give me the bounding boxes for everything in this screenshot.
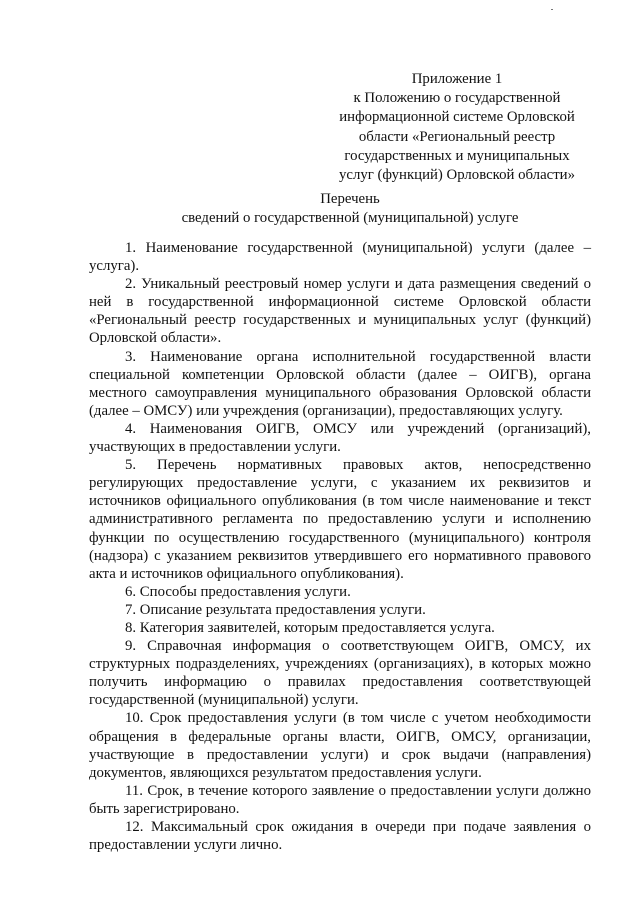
list-item: 11. Срок, в течение которого заявление о предоставлении услуги должно быть зарегистрировано. <box>89 782 591 817</box>
document-title <box>60 190 640 228</box>
list-item: 7. Описание результата предоставления услуги. <box>125 601 426 618</box>
list-item: 2. Уникальный реестровый номер услуги и дата размещения сведений о ней в государственной информационной системе Орловской области «Региональный реестр государственных и муниципальных услуг (функций) Орловской области». <box>89 276 591 347</box>
appendix-line: области «Региональный реестр <box>358 128 556 145</box>
appendix-line: к Положению о государственной <box>353 90 561 107</box>
list-item: 5. Перечень нормативных правовых актов, непосредственно регулирующих предоставление услуги, с указанием их реквизитов и источников официального опубликования (в том числе наименование и текст административного регламента по предоставлению услуги и исполнению функции по осуществлению государственного (муниципального) контроля (надзора) с указанием реквизитов утвердившего его нормативного правового акта и источников официального опубликования). <box>89 457 591 582</box>
appendix-line: Приложение 1 <box>411 71 503 87</box>
appendix-line: государственных и муниципальных <box>344 147 570 164</box>
list-item: 9. Справочная информация о соответствующем ОИГВ, ОМСУ, их структурных подразделениях, учреждениях (организациях), в которых можно получить информацию о правилах предоставления соответствующей государственной (муниципальной) услуги. <box>89 638 591 709</box>
list-item: 8. Категория заявителей, которым предоставляется услуга. <box>125 619 495 636</box>
items-list <box>89 239 591 854</box>
title-line-1: Перечень <box>320 191 380 207</box>
list-item: 1. Наименование государственной (муниципальной) услуги (далее – услуга). <box>89 240 591 275</box>
list-item: 3. Наименование органа исполнительной государственной власти специальной компетенции Орловской области (далее – ОИГВ), органа местного самоуправления муниципального образования Орловской области (далее – ОМСУ) или учреждения (организации), предоставляющих услугу. <box>89 348 591 419</box>
list-item: 6. Способы предоставления услуги. <box>125 583 351 600</box>
appendix-header <box>322 70 592 185</box>
scan-speck <box>551 9 553 10</box>
list-item: 4. Наименования ОИГВ, ОМСУ или учреждений (организаций), участвующих в предоставлении услуги. <box>89 420 591 456</box>
list-item: 12. Максимальный срок ожидания в очереди при подаче заявления о предоставлении услуги лично. <box>89 819 591 854</box>
list-item: 10. Срок предоставления услуги (в том числе с учетом необходимости обращения в федеральные органы власти, ОИГВ, ОМСУ, организации, участвующие в предоставлении услуги) и срок выдачи (направления) документов, являющихся результатом предоставления услуги. <box>89 710 591 781</box>
appendix-line: услуг (функций) Орловской области» <box>338 167 575 184</box>
appendix-line: информационной системе Орловской <box>339 109 575 126</box>
title-line-2: сведений о государственной (муниципальной) услуге <box>181 210 519 226</box>
